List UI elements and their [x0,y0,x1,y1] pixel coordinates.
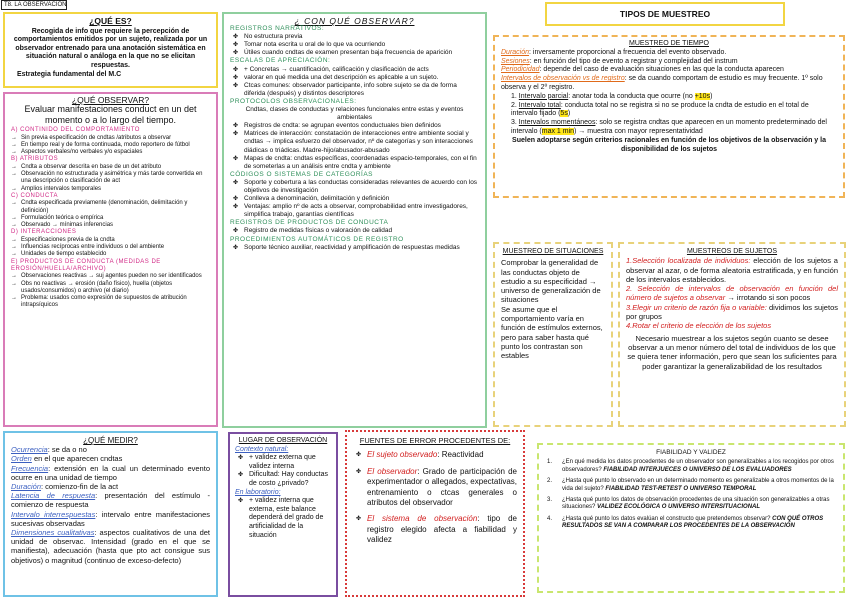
medir-term: Frecuencia [11,463,49,473]
fiabilidad-item [547,497,835,512]
medir-term: Orden [11,454,32,464]
lugar-lab-head: En laboratorio: [235,488,281,496]
fiabilidad-number: 2. [547,478,553,485]
observar-item: → Observación no estructurada y asimétrica y más tarde convertida en una descripción o clasificación de act [11,171,210,186]
observar-item: → En tiempo real y de forma continuada, modo reportero de fútbol [11,142,210,149]
con-que-item: ✤ Conlleva a denominación, delimitación y definición [230,195,479,203]
sujetos-item [626,303,838,322]
observar-item: → Amplios intervalos temporales [11,186,210,193]
lugar-natural-item: ✤ + validez externa que validez interna [235,454,331,471]
tiempo-interval [501,119,837,137]
fiabilidad-body [552,459,835,474]
fuentes-text: : Reactividad [437,450,484,460]
sujetos-text: → irrotando si son pocos [725,293,811,303]
interval-after: ) [710,92,713,100]
que-medir-box [3,431,218,597]
lugar-natural-item: ✤ Dificultad: Hay conductas de costo ¿privado? [235,471,331,488]
fuentes-list [353,450,517,545]
sujetos-closing: Necesario muestrear a los sujetos según cuanto se desee observar a un menor número del total de individuos de los que se quiera tener información, pero que sean los suficientes para poder garantizar la generalizabilidad de los resultados [627,333,837,371]
tiempo-interval [501,93,837,102]
medir-term: Dimensiones cualitativas [11,528,95,538]
lugar-lab-item: ✤ + validez interna que externa, este balance dependerá del grado de artificialidad de la situación [235,497,331,540]
medir-list [11,445,210,565]
sujetos-list [626,256,838,330]
situaciones-title: MUESTREO DE SITUACIONES [502,248,604,255]
fiabilidad-body [552,516,835,531]
con-que-item: ✤ Registros de cndta: se agrupan eventos conductuales bien definidos [230,122,479,130]
fuentes-term: El sistema de observación [367,514,478,524]
tiempo-lines [501,49,837,93]
con-que-item: ✤ Mapas de cndta: cndtas específicas, coordenadas espacio-temporales, con el fin de someterlas a un análisis entre cndta y ambiente [230,155,479,171]
medir-text: en el que aparecen cndtas [31,454,123,464]
que-medir-title: ¿QUÉ MEDIR? [83,436,138,445]
fiabilidad-title: FIABILIDAD Y VALIDEZ [656,449,726,456]
que-observar-title: ¿QUÉ OBSERVAR? [71,95,150,105]
con-que-heading: REGISTROS DE PRODUCTOS DE CONDUCTA [230,219,389,227]
tiempo-text: : se da cuando comportam de estudio es muy frecuente. 1º solo observa y el 2º registro. [501,75,823,91]
observar-item: → Obs no reactivas → erosión (daño físico), huella (objetos usados/consumidos) o archivo (el diario) [11,281,210,296]
con-que-heading: ESCALAS DE APRECIACIÓN: [230,57,331,65]
fiabilidad-question: ¿Hasta qué punto los datos de observación procedentes de una situación son generalizables a otras situaciones? [562,497,830,511]
con-que-item: ✤ Soporte técnico auxiliar, reactividad y amplificación de respuestas medidas [230,244,479,252]
tiempo-intervals [501,93,837,137]
observar-item: → Observado → mínimas inferencias [11,222,210,229]
fuentes-title: FUENTES DE ERROR PROCEDENTES DE: [359,436,511,445]
sujetos-item [626,256,838,284]
tiempo-line [501,58,837,67]
observar-sections [11,127,210,309]
fiabilidad-answer: FIABILIDAD INTERJUECES O UNIVERSO DE LOS EVALUADORES [603,466,792,473]
sujetos-text: dividimos los sujetos por grupos [626,302,838,322]
tiempo-term: Sesiones [501,57,530,65]
con-que-item: ✤ Útiles cuando cndtas de examen presentan baja frecuencia de aparición [230,49,479,57]
fiabilidad-answer: VALIDEZ ECOLÓGICA O UNIVERSO INTERSITUACIONAL [597,504,761,511]
interval-highlight: 5s [560,110,568,118]
tiempo-text: : depende del caso de evaluación situaciones en las que la conducta aparecen [539,66,784,74]
observar-heading: C) CONDUCTA [11,192,59,199]
observar-item: → Cndta especificada previamente (denominación, delimitación y definición) [11,200,210,215]
fiabilidad-item [547,459,835,474]
sujetos-item [626,284,838,303]
fuentes-box [345,430,525,597]
fiabilidad-body [552,497,835,512]
medir-text: : extensión en la cual un determinado evento ocurre en una unidad de tiempo [11,463,210,482]
con-que-item: ✤ Ctcas comunes: observador participante, info sobre sujeto se da de forma diferida (después) y distintos descriptores [230,82,479,98]
medir-item [11,528,210,565]
medir-text: : aspectos cualitativos de una det unidad de observac. Intensidad (grado en el que se manifiesta), adecuación (hasta que pto act consigue sus objetivos) o magnitud (continuo de exceso-defecto) [11,528,210,565]
con-que-item: ✤ Soporte y cobertura a las conductas consideradas relevantes de acuerdo con los objetivos de investigación [230,179,479,195]
interval-number: 1. [511,92,519,100]
fuentes-term: El sujeto observado [367,450,438,460]
medir-item [11,510,210,528]
sujetos-text: elección de los sujetos a observar al azar, o de forma aleatoria estratificada, y en función de los intervalos establecidos. [626,256,838,284]
lugar-box [228,432,338,597]
medir-item [11,454,210,463]
medir-term: Ocurrencia [11,445,48,455]
tiempo-text: : en función del tipo de evento a registrar y complejidad del instrum [529,57,738,65]
medir-term: Duración [11,482,42,492]
observar-item: → Especificaciones previa de la cndta [11,237,210,244]
fiabilidad-box [537,443,845,593]
con-que-box [222,12,487,428]
tab-label[interactable]: T8. LA OBSERVACIÓN [1,0,67,10]
interval-term: Intervalos momentáneos [518,119,596,127]
medir-text: : presentación del estímulo - comienzo de respuesta [11,491,211,510]
lugar-title: LUGAR DE OBSERVACIÓN [238,437,328,444]
con-que-item: ✤ Matrices de interacción: constatación de interacciones entre ambiente social y cndtas → implica esfuerzo del observador, nº de categorías y son interacciones diádicas o triádicas. Madre-hijo/abusador-abusado [230,130,479,154]
interval-number: 3. [511,119,519,127]
fuentes-item [353,514,517,545]
fiabilidad-answer: CON QUÉ OTROS RESULTADOS SE VAN A COMPARAR LOS PROCEDENTES DE LA OBSERVACIÓN [562,515,824,530]
fiabilidad-question: ¿Hasta qué punto los datos evalúan el constructo que pretendemos observar? [562,515,773,522]
medir-item [11,482,210,491]
interval-after: ) → muestra con mayor representatividad [574,127,703,135]
observar-item: → Unidades de tiempo establecido [11,251,210,258]
con-que-item: ✤ Registro de medidas físicas o valoración de calidad [230,227,479,235]
medir-text: : intervalo entre manifestaciones sucesivas observadas [11,509,210,528]
sujetos-red: 4.Rotar el criterio de elección de los sujetos [626,321,772,331]
con-que-sections [230,25,479,252]
con-que-heading: PROCEDIMIENTOS AUTOMÁTICOS DE REGISTRO [230,235,404,243]
con-que-heading: REGISTROS NARRATIVOS: [230,25,325,33]
interval-term: Intervalo parcial [518,92,569,100]
fiabilidad-list [547,459,835,530]
interval-term: Intervalo total [518,101,561,109]
que-observar-intro: Evaluar manifestaciones conduct en un det momento o a lo largo del tiempo. [24,104,197,125]
observar-heading: B) ATRIBUTOS [11,156,59,163]
observar-item: → Problema: usados como expresión de supuestos de atribución intrapsíquicos [11,295,210,310]
con-que-intro: Cndtas, clases de conductas y relaciones funcionales entre estas y eventos ambientales [245,106,464,122]
interval-text: : anotar toda la conducta que ocurre (no [568,92,695,100]
lugar-lab-list [235,497,331,540]
medir-item [11,445,210,454]
que-es-body: Recogida de info que requiere la percepción de comportamientos emitidos por un sujeto, realizada por un observador entrenado para una anotación sistemática en situación natural o análoga en la que no se elicitan respuestas. [13,27,208,69]
fiabilidad-number: 4. [547,515,553,522]
tiempo-interval [501,102,837,120]
tiempo-box [493,35,845,198]
con-que-heading: PROTOCOLOS OBSERVACIONALES: [230,97,357,105]
tiempo-title: MUESTREO DE TIEMPO [629,40,709,47]
fuentes-item [353,450,517,460]
interval-number: 2. [511,101,519,109]
observar-item: → Influencias recíprocas entre individuos o del ambiente [11,244,210,251]
tiempo-line [501,75,837,93]
fiabilidad-item [547,516,835,531]
interval-highlight: +10s [694,92,711,100]
sujetos-box [618,242,846,427]
tiempo-term: Intervalos de observación vs de registro [501,75,625,83]
observar-item: → Aspectos verbales/no verbales y/o espaciales [11,149,210,156]
tiempo-closing: Suelen adoptarse según criterios racionales en función de los objetivos de la observación y la disponibilidad de los sujetos [512,136,826,153]
fiabilidad-number: 3. [547,497,553,504]
con-que-item: ✤ valorar en qué medida una det descripción es aplicable a un sujeto. [230,74,479,82]
medir-term: Latencia de respuesta [11,491,96,501]
con-que-title: ¿ CON QUÉ OBSERVAR? [294,16,415,26]
tiempo-term: Periodicidad [501,66,540,74]
tipos-title-box [545,2,785,26]
fuentes-term: El observador [367,466,418,476]
con-que-item: ✤ Tomar nota escrita u oral de lo que va ocurriendo [230,41,479,49]
lugar-natural-head: Contexto natural: [235,445,289,453]
fuentes-item [353,467,517,509]
sujetos-red: 1.Selección localizada de individuos: [626,256,751,266]
observar-item: → Sin previa especificación de cndtas /atributos a observar [11,135,210,142]
que-es-box [3,12,218,88]
sujetos-red: 3.Elegir un criterio de razón fija o variable: [626,302,767,312]
observar-item: → Observaciones reactivas → suj agentes pueden no ser identificados [11,273,210,280]
observar-heading: A) CONTINIDO DEL COMPORTAMIENTO [11,127,140,134]
fiabilidad-question: ¿Hasta qué punto lo observado en un determinado momento es generalizable a otros momentos de la vida del sujeto? [562,478,834,492]
fiabilidad-answer: FIABILIDAD TEST-RETEST O UNIVERSO TEMPORAL [605,485,757,492]
tiempo-line [501,49,837,58]
medir-item [11,464,210,482]
situaciones-body: Comprobar la generalidad de las conductas objeto de estudio a su especificidad → universo de generalización de situaciones [501,258,601,305]
con-que-heading: CÓDIGOS O SISTEMAS DE CATEGORÍAS [230,170,374,178]
observar-item: → Cndta a observar descrita en base de un det atributo [11,164,210,171]
interval-highlight: max 1 min [541,127,575,135]
lugar-natural-list [235,454,331,488]
interval-text: : conducta total no se registra si no se produce la cndta de estudio en el total de intervalo fijado ( [511,101,809,118]
observar-heading: E) PRODUCTOS DE CONDUCTA (MEDIDAS DE EROSIÓN/HUELLA/ARCHIVO) [11,258,161,272]
situaciones-body2: Se asume que el comportamiento varía en función de estímulos externos, pero para saber hasta qué punto los contrastan son estables [501,304,603,361]
medir-term: Intervalo interrespuestas [11,509,96,519]
con-que-item: ✤ Ventajas: amplio nº de acts a observar, comprobabilidad entre investigadores, simplifica trabajo, garantías científicas [230,203,479,219]
medir-item [11,491,210,509]
interval-text: : solo se registra cndtas que aparecen en un momento predeterminado del intervalo ( [511,119,827,135]
fiabilidad-question: ¿En qué medida los datos procedentes de un observador son generalizables a los recogidos por otros observadores? [562,459,834,473]
tipos-title: TIPOS DE MUESTREO [619,9,711,19]
medir-text: : se da o no [47,445,87,455]
fiabilidad-body [552,478,835,493]
que-observar-box [3,92,218,427]
fiabilidad-item [547,478,835,493]
que-es-bullet: Estrategia fundamental del M.C [17,70,122,78]
observar-heading: D) INTERACCIONES [11,229,77,236]
tiempo-text: : inversamente proporcional a frecuencia del evento observado. [529,48,727,56]
observar-item: → Formulación teórica o empírica [11,215,210,222]
fiabilidad-number: 1. [547,459,553,466]
fuentes-text: : tipo de registro elegido afecta a fiabilidad y validez [367,514,517,545]
sujetos-item [626,321,838,330]
interval-after: ) [567,110,571,118]
medir-text: : comienzo-fin de la act [41,482,119,492]
tiempo-term: Duración [501,48,530,56]
con-que-item: ✤ + Concretas → cuantificación, calificación y clasificación de acts [230,66,479,74]
sujetos-title: MUESTREOS DE SUJETOS [686,248,778,255]
situaciones-box [493,242,613,427]
tiempo-line [501,66,837,75]
con-que-item: ✤ No estructura previa [230,33,479,41]
fuentes-text: : Grado de participación de experimentador o allegados, expectativas, entrenamiento o ctcas generales o atributos del observador [367,466,518,508]
sujetos-red: 2. Selección de intervalos de observación en función del número de sujetos a observar [626,284,838,303]
que-es-title: ¿QUÉ ES? [89,16,132,26]
